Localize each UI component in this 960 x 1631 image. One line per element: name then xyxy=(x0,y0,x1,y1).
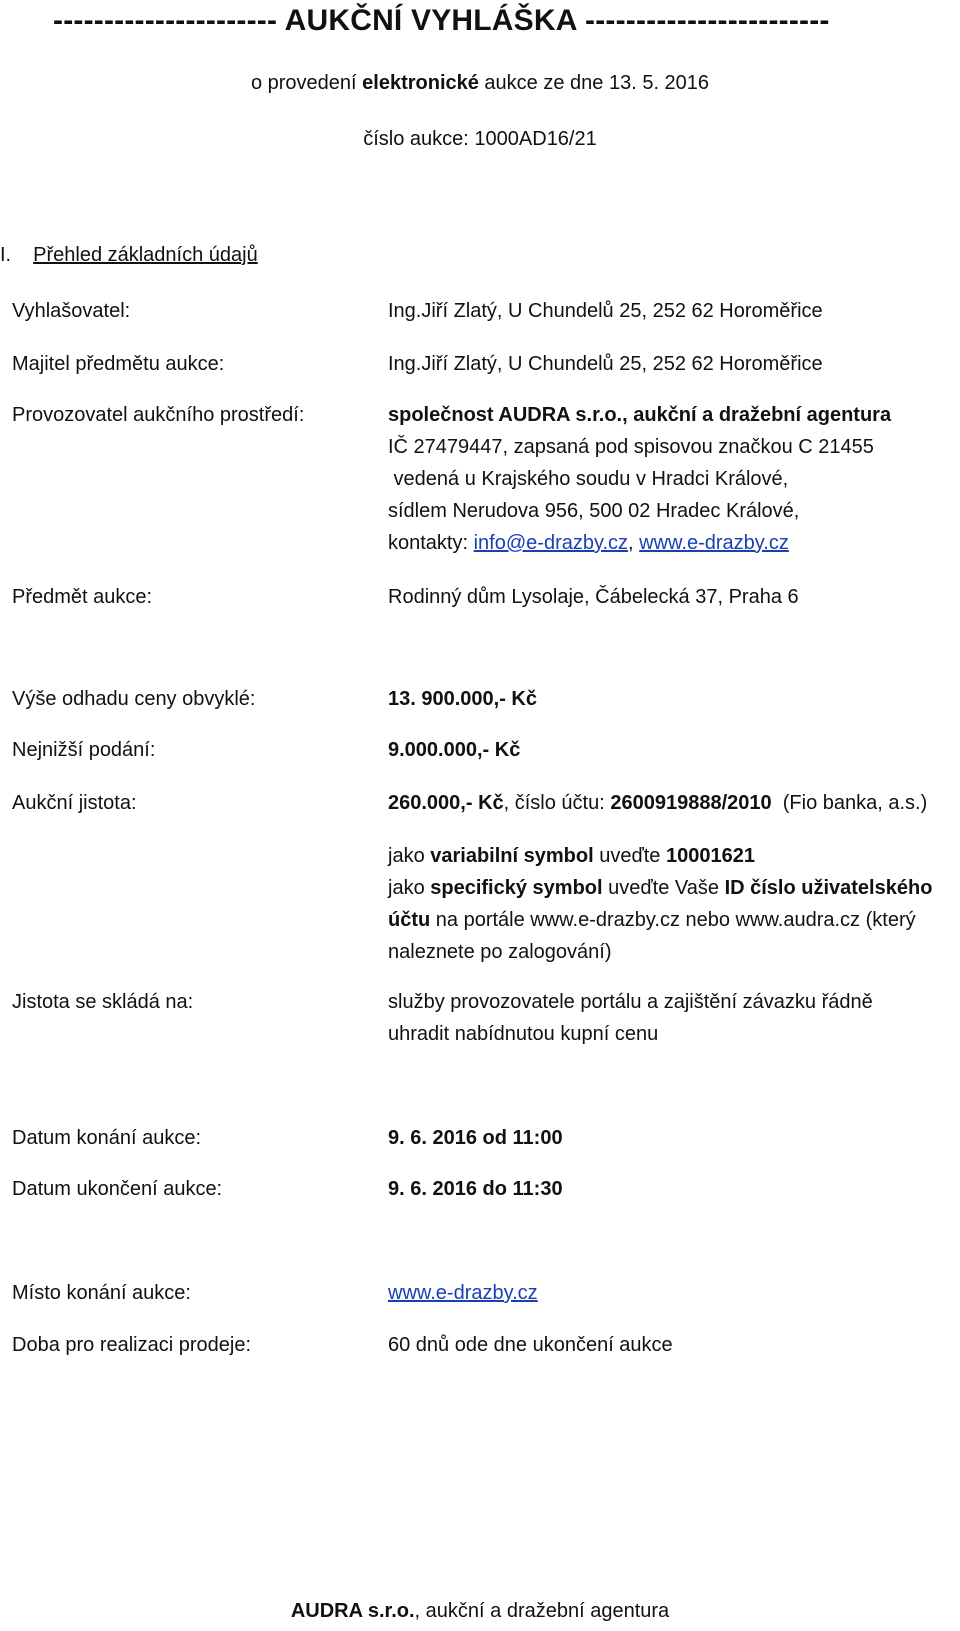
announcer-value: Ing.Jiří Zlatý, U Chundelů 25, 252 62 Horoměřice xyxy=(388,300,823,322)
contacts-label: kontakty: xyxy=(388,532,474,554)
place-link[interactable]: www.e-drazby.cz xyxy=(388,1282,538,1304)
end-date-text: 9. 6. 2016 do 11:30 xyxy=(388,1178,563,1200)
vs-value: 10001621 xyxy=(665,845,755,867)
section-title: Přehled základních údajů xyxy=(33,244,258,266)
vs-mid: uveďte xyxy=(593,845,666,867)
subject-label: Předmět aukce: xyxy=(12,586,153,608)
operator-contacts xyxy=(388,532,789,555)
section-number: I. xyxy=(0,244,12,266)
ss-pre: jako xyxy=(388,877,431,899)
start-date-text: 9. 6. 2016 od 11:00 xyxy=(388,1127,563,1149)
page-title: ---------------------- AUKČNÍ VYHLÁŠKA ------------------------ xyxy=(53,4,830,37)
start-date-value xyxy=(388,1127,563,1150)
min-bid-value xyxy=(388,739,520,762)
subtitle-pre: o provedení xyxy=(250,72,363,94)
specific-symbol-line3: naleznete po zalogování) xyxy=(388,941,612,963)
announcer-label: Vyhlašovatel: xyxy=(12,300,131,322)
estimate-amount: 13. 900.000,- Kč xyxy=(388,688,537,710)
vs-bold: variabilní symbol xyxy=(430,845,594,867)
ss-line2-bold: účtu xyxy=(388,909,431,931)
operator-address: sídlem Nerudova 956, 500 02 Hradec Králové, xyxy=(388,500,800,522)
deposit-amount: 260.000,- Kč xyxy=(388,792,504,814)
deposit-label: Aukční jistota: xyxy=(12,792,137,814)
footer-company: AUDRA s.r.o. xyxy=(290,1600,415,1622)
operator-id: IČ 27479447, zapsaná pod spisovou značkou C 21455 xyxy=(388,436,874,458)
deposit-purpose-line1: služby provozovatele portálu a zajištění závazku řádně xyxy=(388,991,873,1013)
operator-label: Provozovatel aukčního prostředí: xyxy=(12,404,305,426)
deposit-account: 2600919888/2010 xyxy=(610,792,772,814)
ss-bold: specifický symbol xyxy=(430,877,603,899)
footer-rest: , aukční a dražební agentura xyxy=(414,1600,670,1622)
end-date-value xyxy=(388,1178,563,1201)
contact-email-link[interactable]: info@e-drazby.cz xyxy=(473,532,629,554)
section-heading xyxy=(0,244,258,267)
subject-value: Rodinný dům Lysolaje, Čábelecká 37, Praha 6 xyxy=(388,586,799,608)
specific-symbol xyxy=(388,877,932,900)
vs-pre: jako xyxy=(388,845,431,867)
owner-value: Ing.Jiří Zlatý, U Chundelů 25, 252 62 Horoměřice xyxy=(388,353,823,375)
subtitle-post: aukce ze dne 13. 5. 2016 xyxy=(478,72,710,94)
owner-label: Majitel předmětu aukce: xyxy=(12,353,225,375)
estimate-value xyxy=(388,688,537,711)
operator-name xyxy=(388,404,891,427)
min-bid-amount: 9.000.000,- Kč xyxy=(388,739,521,761)
contact-web-link[interactable]: www.e-drazby.cz xyxy=(639,532,789,554)
auction-number: číslo aukce: 1000AD16/21 xyxy=(363,128,597,150)
ss-bold2: ID číslo uživatelského xyxy=(724,877,933,899)
term-value: 60 dnů ode dne ukončení aukce xyxy=(388,1334,673,1356)
ss-line2-rest: na portále www.e-drazby.cz nebo www.audra.cz (který xyxy=(430,909,916,931)
deposit-purpose-line2: uhradit nabídnutou kupní cenu xyxy=(388,1023,659,1045)
variable-symbol xyxy=(388,845,755,868)
end-date-label: Datum ukončení aukce: xyxy=(12,1178,223,1200)
place-label: Místo konání aukce: xyxy=(12,1282,191,1304)
footer xyxy=(0,1600,960,1623)
subtitle-bold: elektronické xyxy=(362,72,479,94)
min-bid-label: Nejnižší podání: xyxy=(12,739,156,761)
term-label: Doba pro realizaci prodeje: xyxy=(12,1334,252,1356)
ss-mid: uveďte Vaše xyxy=(602,877,725,899)
specific-symbol-line2 xyxy=(388,909,916,932)
place-value xyxy=(388,1282,538,1305)
subtitle xyxy=(0,72,960,95)
deposit-bank: (Fio banka, a.s.) xyxy=(771,792,928,814)
deposit-purpose-label: Jistota se skládá na: xyxy=(12,991,194,1013)
operator-name-text: společnost AUDRA s.r.o., aukční a dražební agentura xyxy=(388,404,892,426)
deposit-value xyxy=(388,792,927,815)
operator-court: vedená u Krajského soudu v Hradci Králové, xyxy=(388,468,789,490)
deposit-account-label: , číslo účtu: xyxy=(503,792,611,814)
contact-separator: , xyxy=(628,532,640,554)
estimate-label: Výše odhadu ceny obvyklé: xyxy=(12,688,256,710)
start-date-label: Datum konání aukce: xyxy=(12,1127,201,1149)
